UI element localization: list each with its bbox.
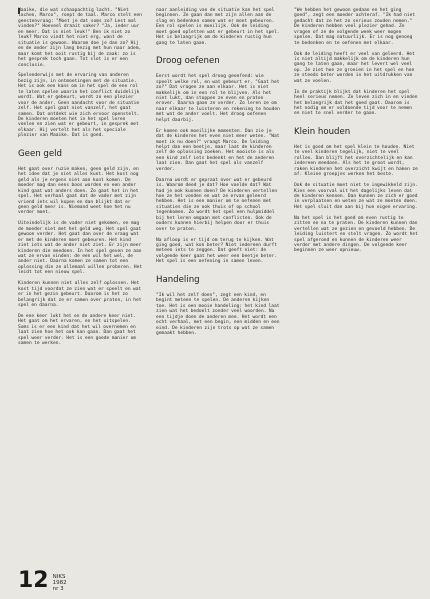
paragraph: Kinderen kunnen niet alles zelf oplossen. Het kost tijd voordat ze zien wat er speelt en wat er in het gezin gebeurt. Daarom is het zo belangrijk dat ze er samen over praten, in het spel en daarna. [18, 281, 142, 309]
section-heading: Klein houden [294, 126, 351, 137]
paragraph: Na het spel is het goed om even rustig te zitten en na te praten. De kinderen kunnen dan vertellen wat ze gezien en gevoeld hebben. De leiding luistert en stelt vragen. Zo wordt het spel afgerond en kunnen de kinderen weer verder met andere dingen. De volgende keer beginnen ze weer opnieuw. [294, 215, 418, 254]
paragraph: Spelenderwijs met de ervaring van anderen bezig zijn, in ontmoetingen met de situatie. Het is ook een kans om in het spel de ene rol te laten spelen waarin het conflict duidelijk wordt. Wat er gebeurt, wordt zo een plezier voor de ander. Geen aandacht voor de situatie zelf. Het spel gaat niet vanzelf, het gaat samen. Dat ontdekt wie zich ervoor openstelt. De kinderen moeten het in het spel leren voelen en zien wat er gebeurt, in gesprek met elkaar. Hij vertelt het als het speciale plezier van Maaike. Dat is goed. [18, 73, 140, 139]
column-2 [156, 8, 281, 342]
section-heading: Handeling [156, 274, 200, 285]
section-heading: Geen geld [18, 148, 62, 159]
magazine-year: 1982 [52, 580, 67, 586]
magazine-title: NIKS [52, 574, 66, 580]
paragraph: In de praktijk blijkt dat kinderen het spel heel serieus nemen. Ze leven zich in en vinden het belangrijk dat het goed gaat. Daarom is het nodig om er voldoende tijd voor te nemen en niet te snel verder te gaan. [294, 89, 418, 117]
paragraph: Er komen ook moeilijke momenten. Dan zie je dat de kinderen het even niet meer weten. "Wat moet ik nu doen?" vraagt Marco. De leiding helpt dan een beetje, maar laat de kinderen zelf de oplossing zoeken. Het mooiste is als een kind zelf iets bedenkt en het de anderen laat zien. Dan gaat het spel als vanzelf verder. [156, 128, 280, 172]
paragraph: "Ik wil het zelf doen", zegt een kind, en begint meteen te spelen. De anderen kijken toe. Het is een mooie handeling: het kind laat zien wat het bedoelt zonder veel woorden. Na een tijdje doen de anderen mee. Het wordt een echt verhaal, met een begin, een midden en een eind. De kinderen zijn trots op wat ze samen gemaakt hebben. [156, 292, 280, 337]
magazine-issue: nr 3 [52, 586, 64, 592]
paragraph: "We hebben het gewoon gedaan en het ging goed", zegt een moeder achteraf. "Ik had niet gedacht dat ze het zo serieus zouden nemen." De kinderen hebben veel plezier gehad. Ze vragen of ze de volgende week weer mogen spelen. Dat mag natuurlijk. Er is nog genoeg te bedenken en te oefenen met elkaar. [294, 8, 416, 46]
magazine-info [53, 574, 67, 592]
paragraph: Na afloop is er tijd om terug te kijken. Wat ging goed, wat kon beter? Niet iedereen durft meteen iets te zeggen. Dat geeft niet: de volgende keer gaat het weer een beetje beter. Het spel is een oefening in samen leven. [156, 237, 278, 265]
page-footer [18, 566, 118, 592]
paragraph: Het gaat over ruzie maken, geen geld zijn, en het idee dat je niet alles kunt. Het kost nog geld als je ergens niet aan kunt komen. De moeder mag dan eens boos worden en een ander kind gaat wat anders doen. Zo gaat het in het spel. Het verhaal gaat dat de vader met zijn vriend iets wil kopen en dan blijkt dat er geen geld meer is. Niemand weet hoe het nu verder moet. [18, 166, 139, 216]
paragraph: Eerst wordt het spel droog geoefend: wie speelt welke rol, en wat gebeurt er. "Gaat het zo?" Dat vragen ze aan elkaar. Het is niet makkelijk om in een rol te blijven. Als het niet lukt, dan stoppen ze even en praten erover. Daarna gaan ze verder. Zo leren ze om naar elkaar te luisteren en rekening te houden met wat de ander voelt. Het droog oefenen helpt daarbij. [156, 74, 280, 123]
paragraph: Maaike, die wat schaapachtig lacht. "Niet lachen, Marco", roept de taal. Marco stelt een geestenvraag: "Moet je dat soms zo? Lest mal vinden?" Hoeveel draait vaker? "Ja, ieder uur en meer. Dat is niet leuk!" Ben ik niet zo leuk? Marco vindt het niet erg, want de situatie is gewoon. Waarom doe je dan zo? Hij en de ander zijn lang bezig met hun naar adem, maar komt het ooit rustig bij de zaak: zo is het gesprek toch gaan. Tot slot is er een conclusie. [18, 8, 142, 68]
paragraph: Daarna wordt er gepraat over wat er gebeurd is. Waarom deed je dat? Hoe voelde dat? Wat had je ook kunnen doen? De kinderen vertellen hoe ze het vonden en wat ze ervan geleerd hebben. Het is een manier om te oefenen met situaties die ze ook thuis of op school tegenkomen. Zo wordt het spel een hulpmiddel bij het leren omgaan met conflicten. Ook de ouders kunnen hierbij helpen door er thuis over te praten. [156, 177, 278, 232]
paragraph: Het is goed om het spel klein te houden. Niet te veel kinderen tegelijk, niet te veel rollen. Dan blijft het overzichtelijk en kan iedereen meedoen. Als het te groot wordt, raken kinderen het overzicht kwijt en haken ze af. Kleine groepjes werken het beste. [294, 144, 418, 178]
column-3 [294, 8, 419, 259]
section-heading: Droog oefenen [156, 56, 220, 67]
paragraph: naar aanleiding van de situatie kan het spel beginnen. Ze gaan dan met zijn allen aan de slag en bedenken samen wat er moet gebeuren. Een rol spelen is moeilijk. Ook de leiding moet goed opletten wat er gebeurt in het spel. Het is belangrijk om de kinderen rustig hun gang te laten gaan. [156, 8, 280, 46]
paragraph: Uiteindelijk is de vader niet gekomen, en mag de moeder niet met het geld weg. Het spel gaat gewoon verder. Het gaat dan over de vraag wat er met de kinderen moet gebeuren. Het kind ziet iets wat de ander niet ziet. Er zijn meer kinderen die meedoen. In het spel geven ze aan wat ze ervan vinden: de een wil het wel, de ander niet. Daarna komen ze samen tot een oplossing die ze allemaal willen proberen. Het leidt tot een nieuw spel. [18, 221, 143, 276]
paragraph: Ook de leiding heeft er veel van geleerd. Het is niet altijd makkelijk om de kinderen hun gang te laten gaan, maar het levert wel veel op. Je ziet hoe ze groeien in het spel en hoe ze steeds beter worden in het uitdrukken van wat ze voelen. [294, 51, 415, 84]
article-page [18, 8, 418, 593]
column-1 [18, 8, 143, 352]
paragraph: Ook de situatie moet niet te ingewikkeld zijn. Kies een voorval uit het dagelijks leven dat de kinderen kennen. Dan kunnen ze zich er goed in verplaatsen en weten ze wat ze moeten doen. Het spel sluit dan aan bij hun eigen ervaring. [294, 183, 418, 210]
paragraph: De ene keer lukt het en de andere keer niet. Het gaat om het ervaren, en het uitspelen. Soms is er een kind dat het wil overnemen en laat zien hoe het ook kan gaan. Dan gaat het spel weer verder. Het is een goede manier om samen te werken. [18, 313, 137, 347]
page-number: 12 [18, 568, 49, 593]
